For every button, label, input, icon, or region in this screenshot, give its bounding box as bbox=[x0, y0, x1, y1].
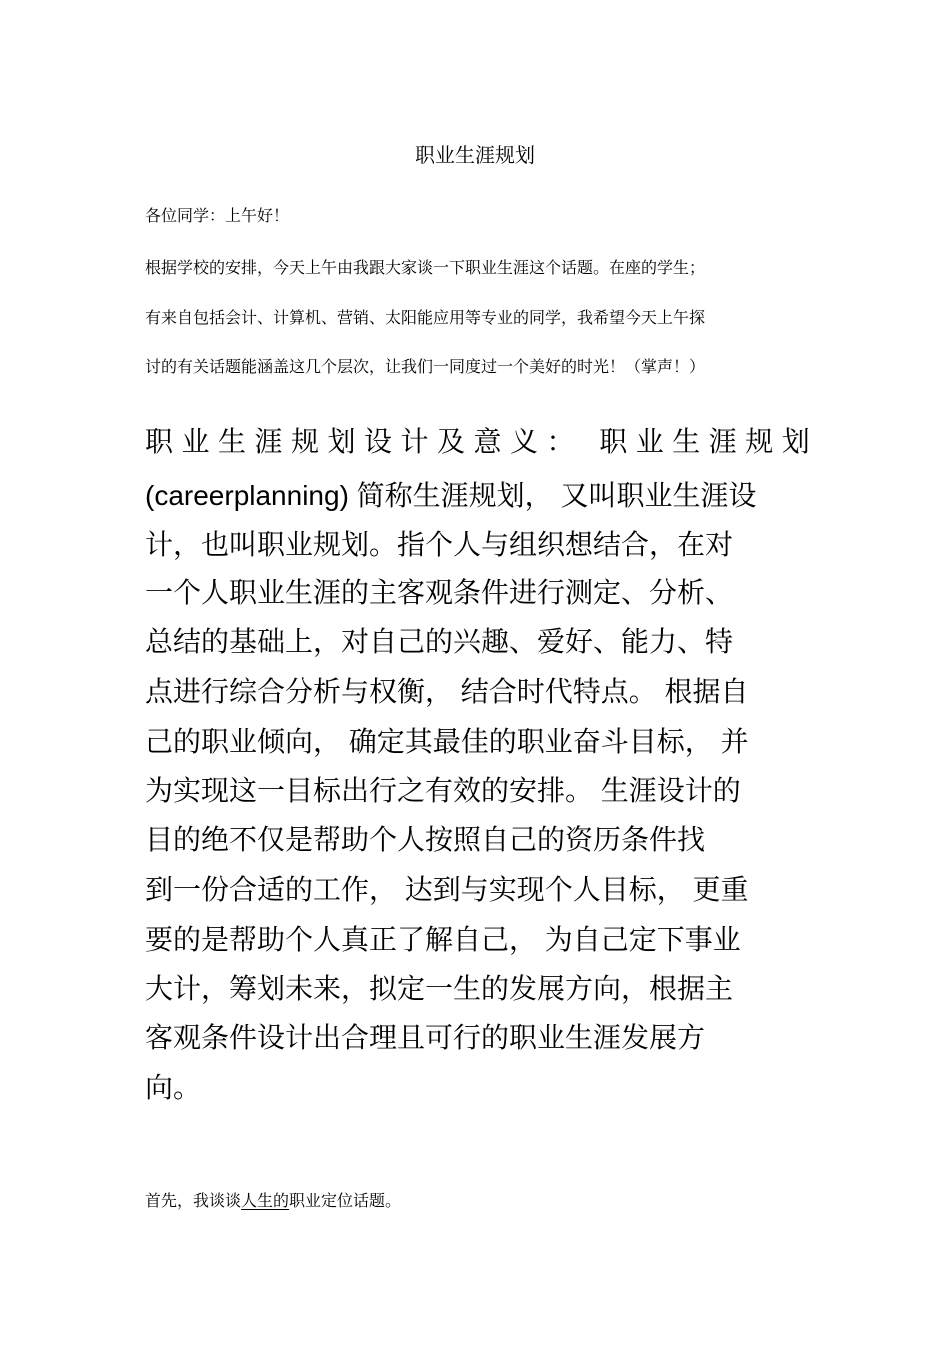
closing-text-after: 职业定位话题。 bbox=[289, 1191, 402, 1210]
intro-line-1: 根据学校的安排，今天上午由我跟大家谈一下职业生涯这个话题。在座的学生； bbox=[145, 258, 706, 277]
definition-line-1: 职业生涯规划设计及意义： 职业生涯规划 bbox=[145, 426, 819, 457]
definition-line-2: (careerplanning) 简称生涯规划， 又叫职业生涯设 bbox=[145, 480, 757, 511]
definition-line-6: 点进行综合分析与权衡， 结合时代特点。 根据自 bbox=[145, 676, 749, 707]
closing-line bbox=[145, 1190, 401, 1212]
definition-line-13: 客观条件设计出合理且可行的职业生涯发展方 bbox=[145, 1022, 706, 1053]
definition-line-12: 大计，筹划未来，拟定一生的发展方向，根据主 bbox=[145, 973, 734, 1004]
definition-line-5: 总结的基础上，对自己的兴趣、爱好、能力、特 bbox=[145, 626, 734, 657]
intro-line-3: 讨的有关话题能涵盖这几个层次，让我们一同度过一个美好的时光！（掌声！） bbox=[145, 357, 706, 376]
definition-line-14: 向。 bbox=[145, 1072, 202, 1103]
greeting: 各位同学：上午好！ bbox=[145, 206, 290, 225]
definition-line-7: 己的职业倾向， 确定其最佳的职业奋斗目标， 并 bbox=[145, 726, 749, 757]
document-title: 职业生涯规划 bbox=[415, 143, 535, 167]
closing-text-underlined: 人生的 bbox=[241, 1191, 290, 1210]
intro-line-2: 有来自包括会计、计算机、营销、太阳能应用等专业的同学，我希望今天上午探 bbox=[145, 308, 706, 327]
definition-line-11: 要的是帮助个人真正了解自己， 为自己定下事业 bbox=[145, 924, 741, 955]
definition-line-10: 到一份合适的工作， 达到与实现个人目标， 更重 bbox=[145, 874, 749, 905]
definition-line-8: 为实现这一目标出行之有效的安排。 生涯设计的 bbox=[145, 775, 741, 806]
definition-line-4: 一个人职业生涯的主客观条件进行测定、分析、 bbox=[145, 577, 734, 608]
definition-line-9: 目的绝不仅是帮助个人按照自己的资历条件找 bbox=[145, 824, 706, 855]
definition-line-3: 计，也叫职业规划。指个人与组织想结合，在对 bbox=[145, 529, 734, 560]
closing-text-before: 首先，我谈谈 bbox=[145, 1191, 242, 1210]
